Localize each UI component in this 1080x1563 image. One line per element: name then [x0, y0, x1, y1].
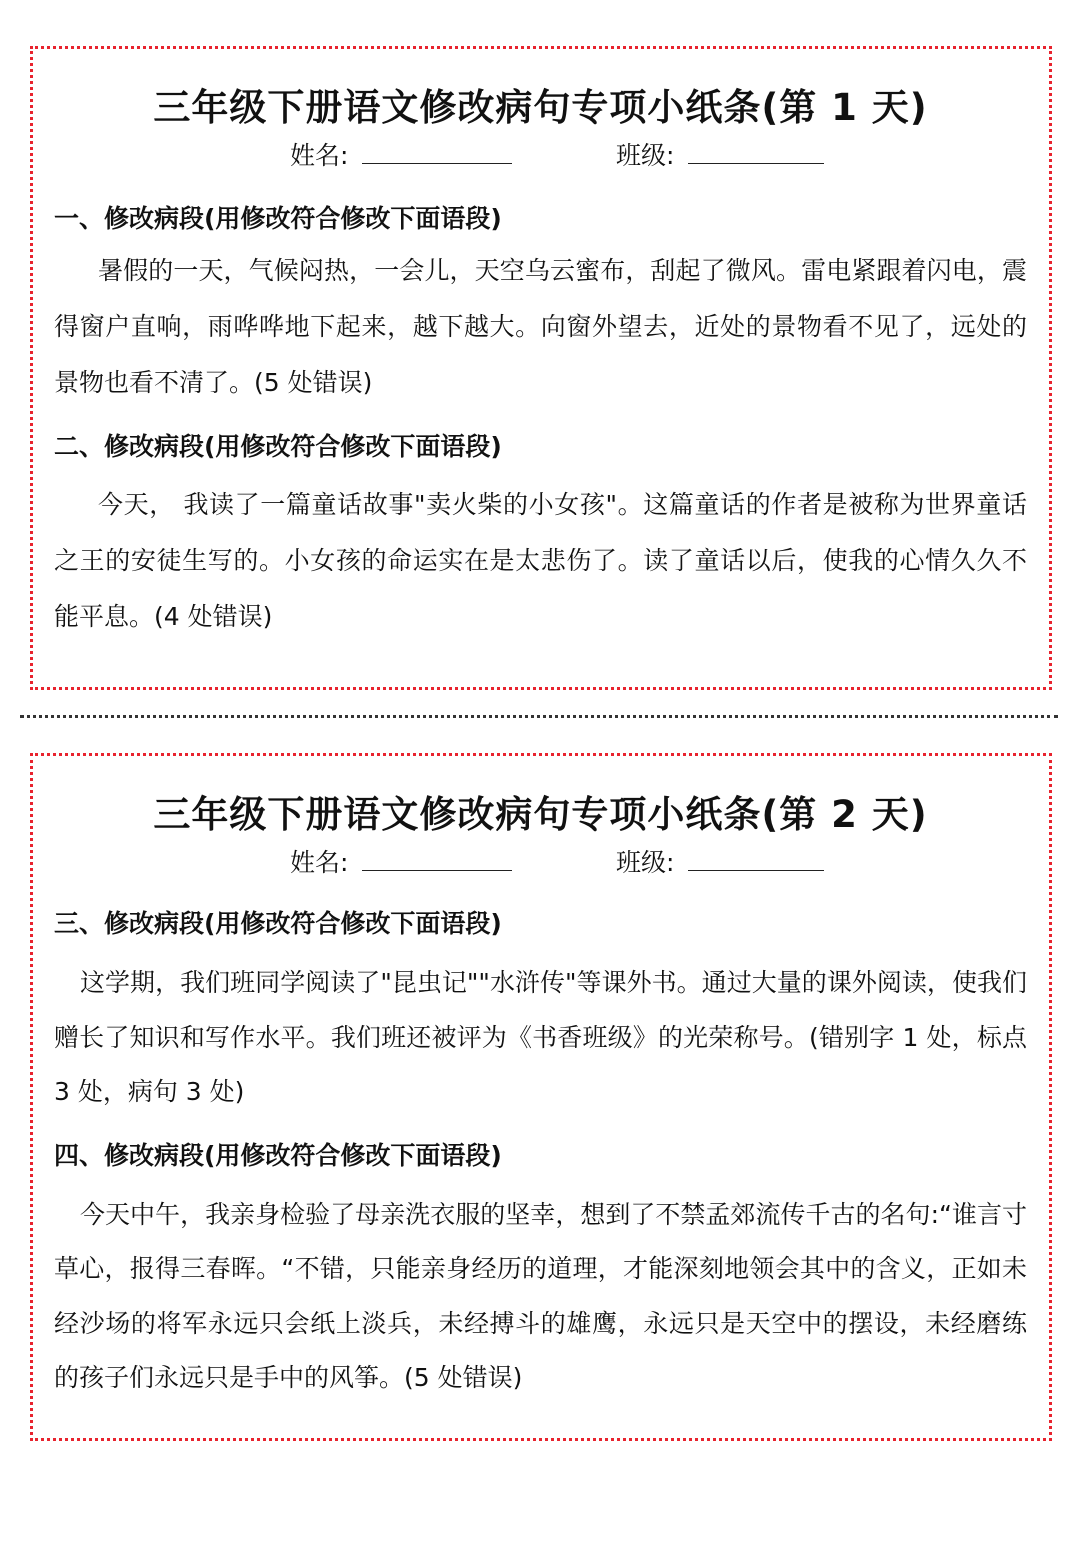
section-paragraph-4: 今天中午，我亲身检验了母亲洗衣服的坚幸，想到了不禁孟郊流传千古的名句:“谁言寸草心，报得三春晖。“不错，只能亲身经历的道理，才能深刻地领会其中的含义，正如未经沙场的将军永远只会纸上淡兵，未经搏斗的雄鹰，永远只是天空中的摆设，未经磨练的孩子们永远只是手中的风筝。(5 处错误): [54, 1199, 1027, 1392]
class-label: 班级:: [616, 141, 675, 170]
section-heading-1: 一、修改病段(用修改符合修改下面语段): [54, 204, 502, 233]
name-blank-line: [362, 844, 512, 871]
dotted-separator: [20, 715, 1058, 718]
class-field: [616, 137, 824, 172]
name-label: 姓名:: [290, 848, 349, 877]
card-title: 三年级下册语文修改病句专项小纸条(第 1 天): [153, 86, 928, 129]
worksheet-card-day-2: [30, 753, 1052, 1441]
class-blank-line: [688, 137, 824, 164]
section-paragraph-3: 这学期，我们班同学阅读了"昆虫记""水浒传"等课外书。通过大量的课外阅读，使我们赠长了知识和写作水平。我们班还被评为《书香班级》的光荣称号。(错别字 1 处，标点 3 处，病句 3 处): [54, 968, 1027, 1106]
class-field: [616, 844, 824, 879]
section-paragraph-2: 今天， 我读了一篇童话故事"卖火柴的小女孩"。这篇童话的作者是被称为世界童话之王的安徒生写的。小女孩的命运实在是太悲伤了。读了童话以后，使我的心情久久不能平息。(4 处错误): [54, 490, 1027, 631]
section-paragraph-1: 暑假的一天，气候闷热，一会儿，天空乌云蜜布，刮起了微风。雷电紧跟着闪电，震得窗户直响，雨哗哗地下起来，越下越大。向窗外望去，近处的景物看不见了，远处的景物也看不清了。(5 处错误): [54, 256, 1027, 397]
student-info-row: [54, 844, 1027, 884]
card-title: 三年级下册语文修改病句专项小纸条(第 2 天): [153, 793, 928, 836]
worksheet-card-day-1: [30, 46, 1052, 690]
name-blank-line: [362, 137, 512, 164]
section-heading-4: 四、修改病段(用修改符合修改下面语段): [54, 1140, 502, 1170]
name-field: [290, 844, 512, 879]
student-info-row: [54, 137, 1027, 177]
class-blank-line: [688, 844, 824, 871]
section-heading-2: 二、修改病段(用修改符合修改下面语段): [54, 432, 502, 461]
name-label: 姓名:: [290, 141, 349, 170]
class-label: 班级:: [616, 848, 675, 877]
name-field: [290, 137, 512, 172]
section-heading-3: 三、修改病段(用修改符合修改下面语段): [54, 909, 502, 938]
